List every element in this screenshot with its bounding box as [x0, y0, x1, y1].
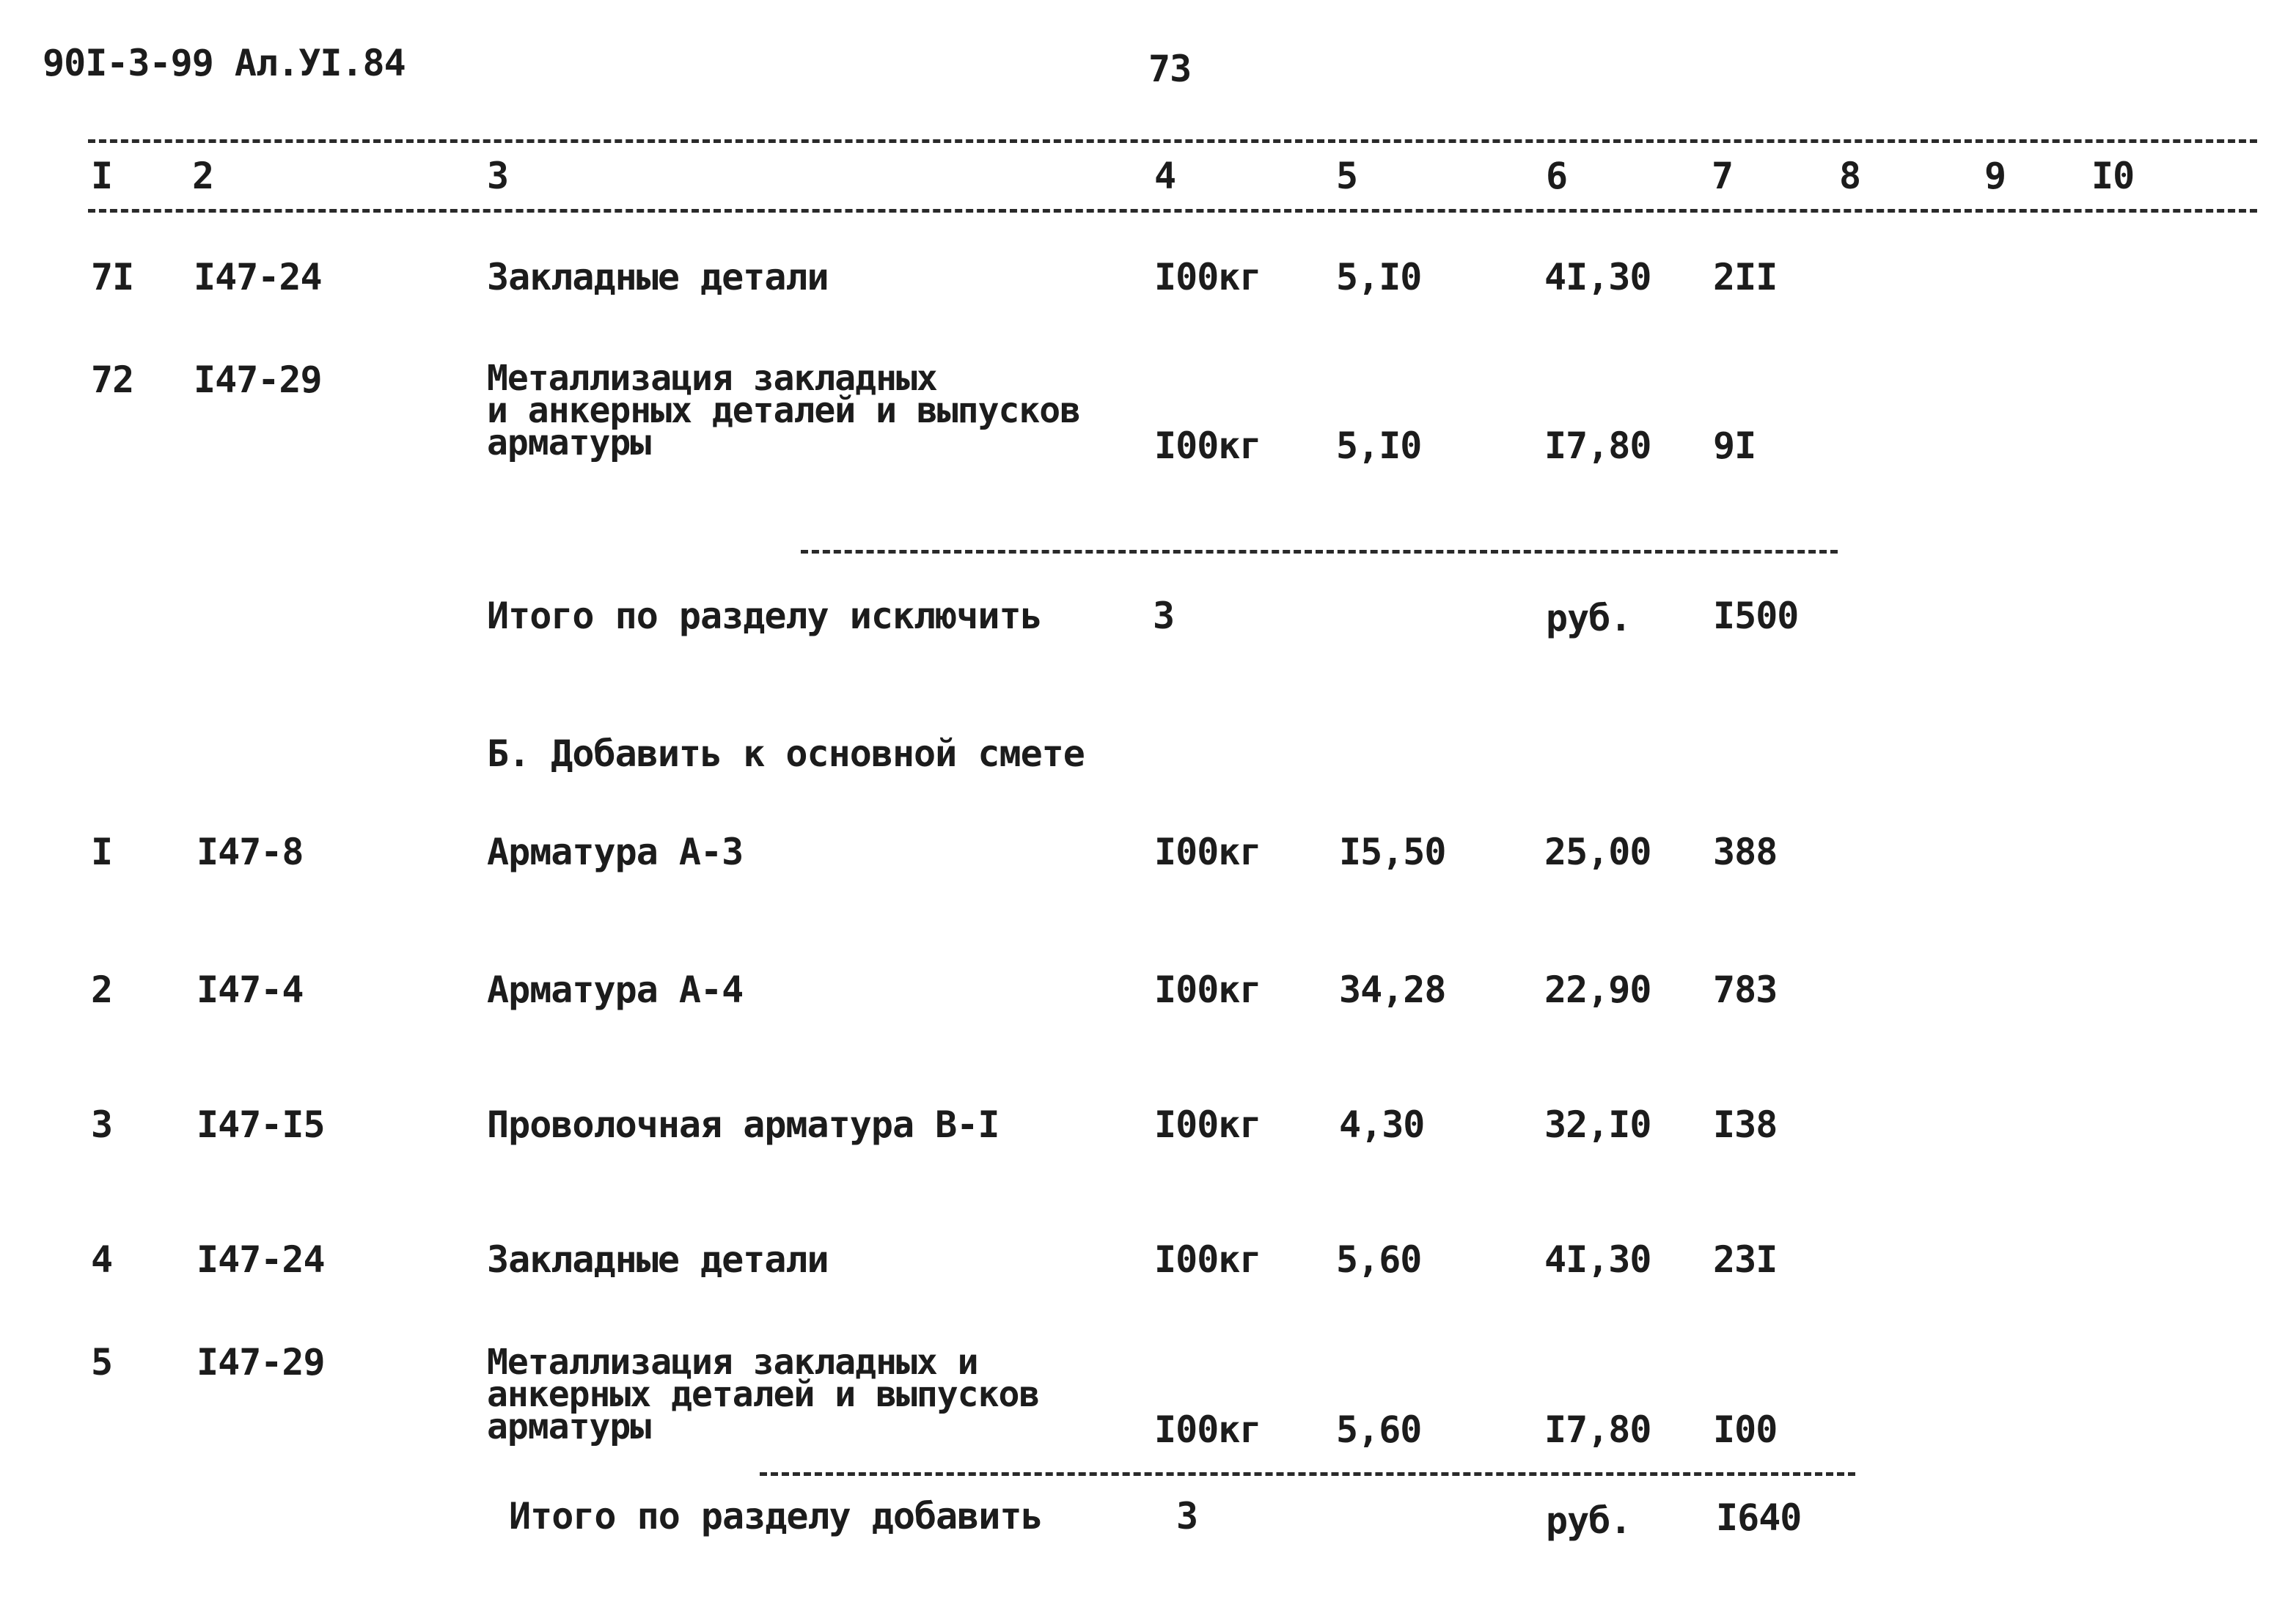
- subtotal-rule: [801, 550, 1838, 554]
- column-header-1: I: [91, 155, 113, 197]
- table-top-rule: [88, 139, 2257, 143]
- total-label: Итого по разделу добавить: [509, 1495, 1043, 1537]
- table-header-rule: [88, 209, 2257, 213]
- subtotal-rule: [760, 1472, 1855, 1476]
- row-code: I47-4: [197, 969, 304, 1011]
- row-name: Проволочная арматура В-I: [487, 1103, 1000, 1146]
- row-number: 72: [91, 359, 134, 401]
- column-header-3: 3: [487, 155, 509, 197]
- column-header-4: 4: [1154, 155, 1176, 197]
- total-col4: 3: [1176, 1495, 1198, 1537]
- row-name: Закладные детали: [487, 1238, 829, 1281]
- column-header-2: 2: [192, 155, 214, 197]
- row-code: I47-24: [194, 256, 322, 298]
- total-sum: I640: [1716, 1496, 1802, 1539]
- column-header-7: 7: [1712, 155, 1734, 197]
- row-number: 5: [91, 1341, 113, 1384]
- row-quantity: I5,50: [1339, 831, 1446, 873]
- row-name: Арматура А-3: [487, 831, 744, 873]
- row-number: 2: [91, 969, 113, 1011]
- row-name: Закладные детали: [487, 256, 829, 298]
- total-label: Итого по разделу исключить: [487, 595, 1042, 637]
- row-name: Арматура А-4: [487, 969, 744, 1011]
- row-price: I7,80: [1544, 1408, 1651, 1451]
- row-quantity: 5,I0: [1336, 425, 1422, 467]
- row-name: Металлизация закладных и анкерных деталей и выпусков арматуры: [487, 1342, 1040, 1447]
- total-sum: I500: [1713, 595, 1799, 637]
- row-quantity: 5,60: [1336, 1238, 1422, 1281]
- row-code: I47-8: [197, 831, 304, 873]
- row-number: 3: [91, 1103, 113, 1146]
- row-sum: 388: [1713, 831, 1778, 873]
- row-price: 32,I0: [1544, 1103, 1651, 1146]
- document-code: 90I-3-99 Ал.УI.84: [43, 42, 406, 84]
- row-sum: 783: [1713, 969, 1778, 1011]
- page-number: 73: [1148, 48, 1192, 90]
- row-code: I47-29: [197, 1341, 325, 1384]
- row-number: I: [91, 831, 113, 873]
- row-sum: 9I: [1713, 425, 1756, 467]
- row-unit: I00кг: [1154, 256, 1261, 298]
- row-price: 4I,30: [1544, 256, 1651, 298]
- row-sum: I00: [1713, 1408, 1778, 1451]
- row-quantity: 5,I0: [1336, 256, 1422, 298]
- column-header-6: 6: [1546, 155, 1568, 197]
- column-header-10: I0: [2091, 155, 2135, 197]
- row-number: 7I: [91, 256, 134, 298]
- row-name: Металлизация закладных и анкерных деталей и выпусков арматуры: [487, 358, 1081, 463]
- row-unit: I00кг: [1154, 1408, 1261, 1451]
- row-code: I47-24: [197, 1238, 325, 1281]
- total-currency: руб.: [1546, 597, 1632, 639]
- row-unit: I00кг: [1154, 1238, 1261, 1281]
- row-quantity: 5,60: [1336, 1408, 1422, 1451]
- total-currency: руб.: [1546, 1499, 1632, 1542]
- row-code: I47-I5: [197, 1103, 325, 1146]
- row-sum: 23I: [1713, 1238, 1778, 1281]
- column-header-9: 9: [1984, 155, 2006, 197]
- row-number: 4: [91, 1238, 113, 1281]
- row-price: 22,90: [1544, 969, 1651, 1011]
- row-unit: I00кг: [1154, 1103, 1261, 1146]
- row-unit: I00кг: [1154, 969, 1261, 1011]
- total-col4: 3: [1153, 595, 1175, 637]
- row-quantity: 34,28: [1339, 969, 1446, 1011]
- section-b-title: Б. Добавить к основной смете: [487, 732, 1085, 775]
- column-header-8: 8: [1839, 155, 1861, 197]
- row-price: 4I,30: [1544, 1238, 1651, 1281]
- column-header-5: 5: [1336, 155, 1358, 197]
- row-unit: I00кг: [1154, 425, 1261, 467]
- row-sum: 2II: [1713, 256, 1778, 298]
- row-price: I7,80: [1544, 425, 1651, 467]
- row-code: I47-29: [194, 359, 322, 401]
- row-quantity: 4,30: [1339, 1103, 1425, 1146]
- row-unit: I00кг: [1154, 831, 1261, 873]
- row-price: 25,00: [1544, 831, 1651, 873]
- row-sum: I38: [1713, 1103, 1778, 1146]
